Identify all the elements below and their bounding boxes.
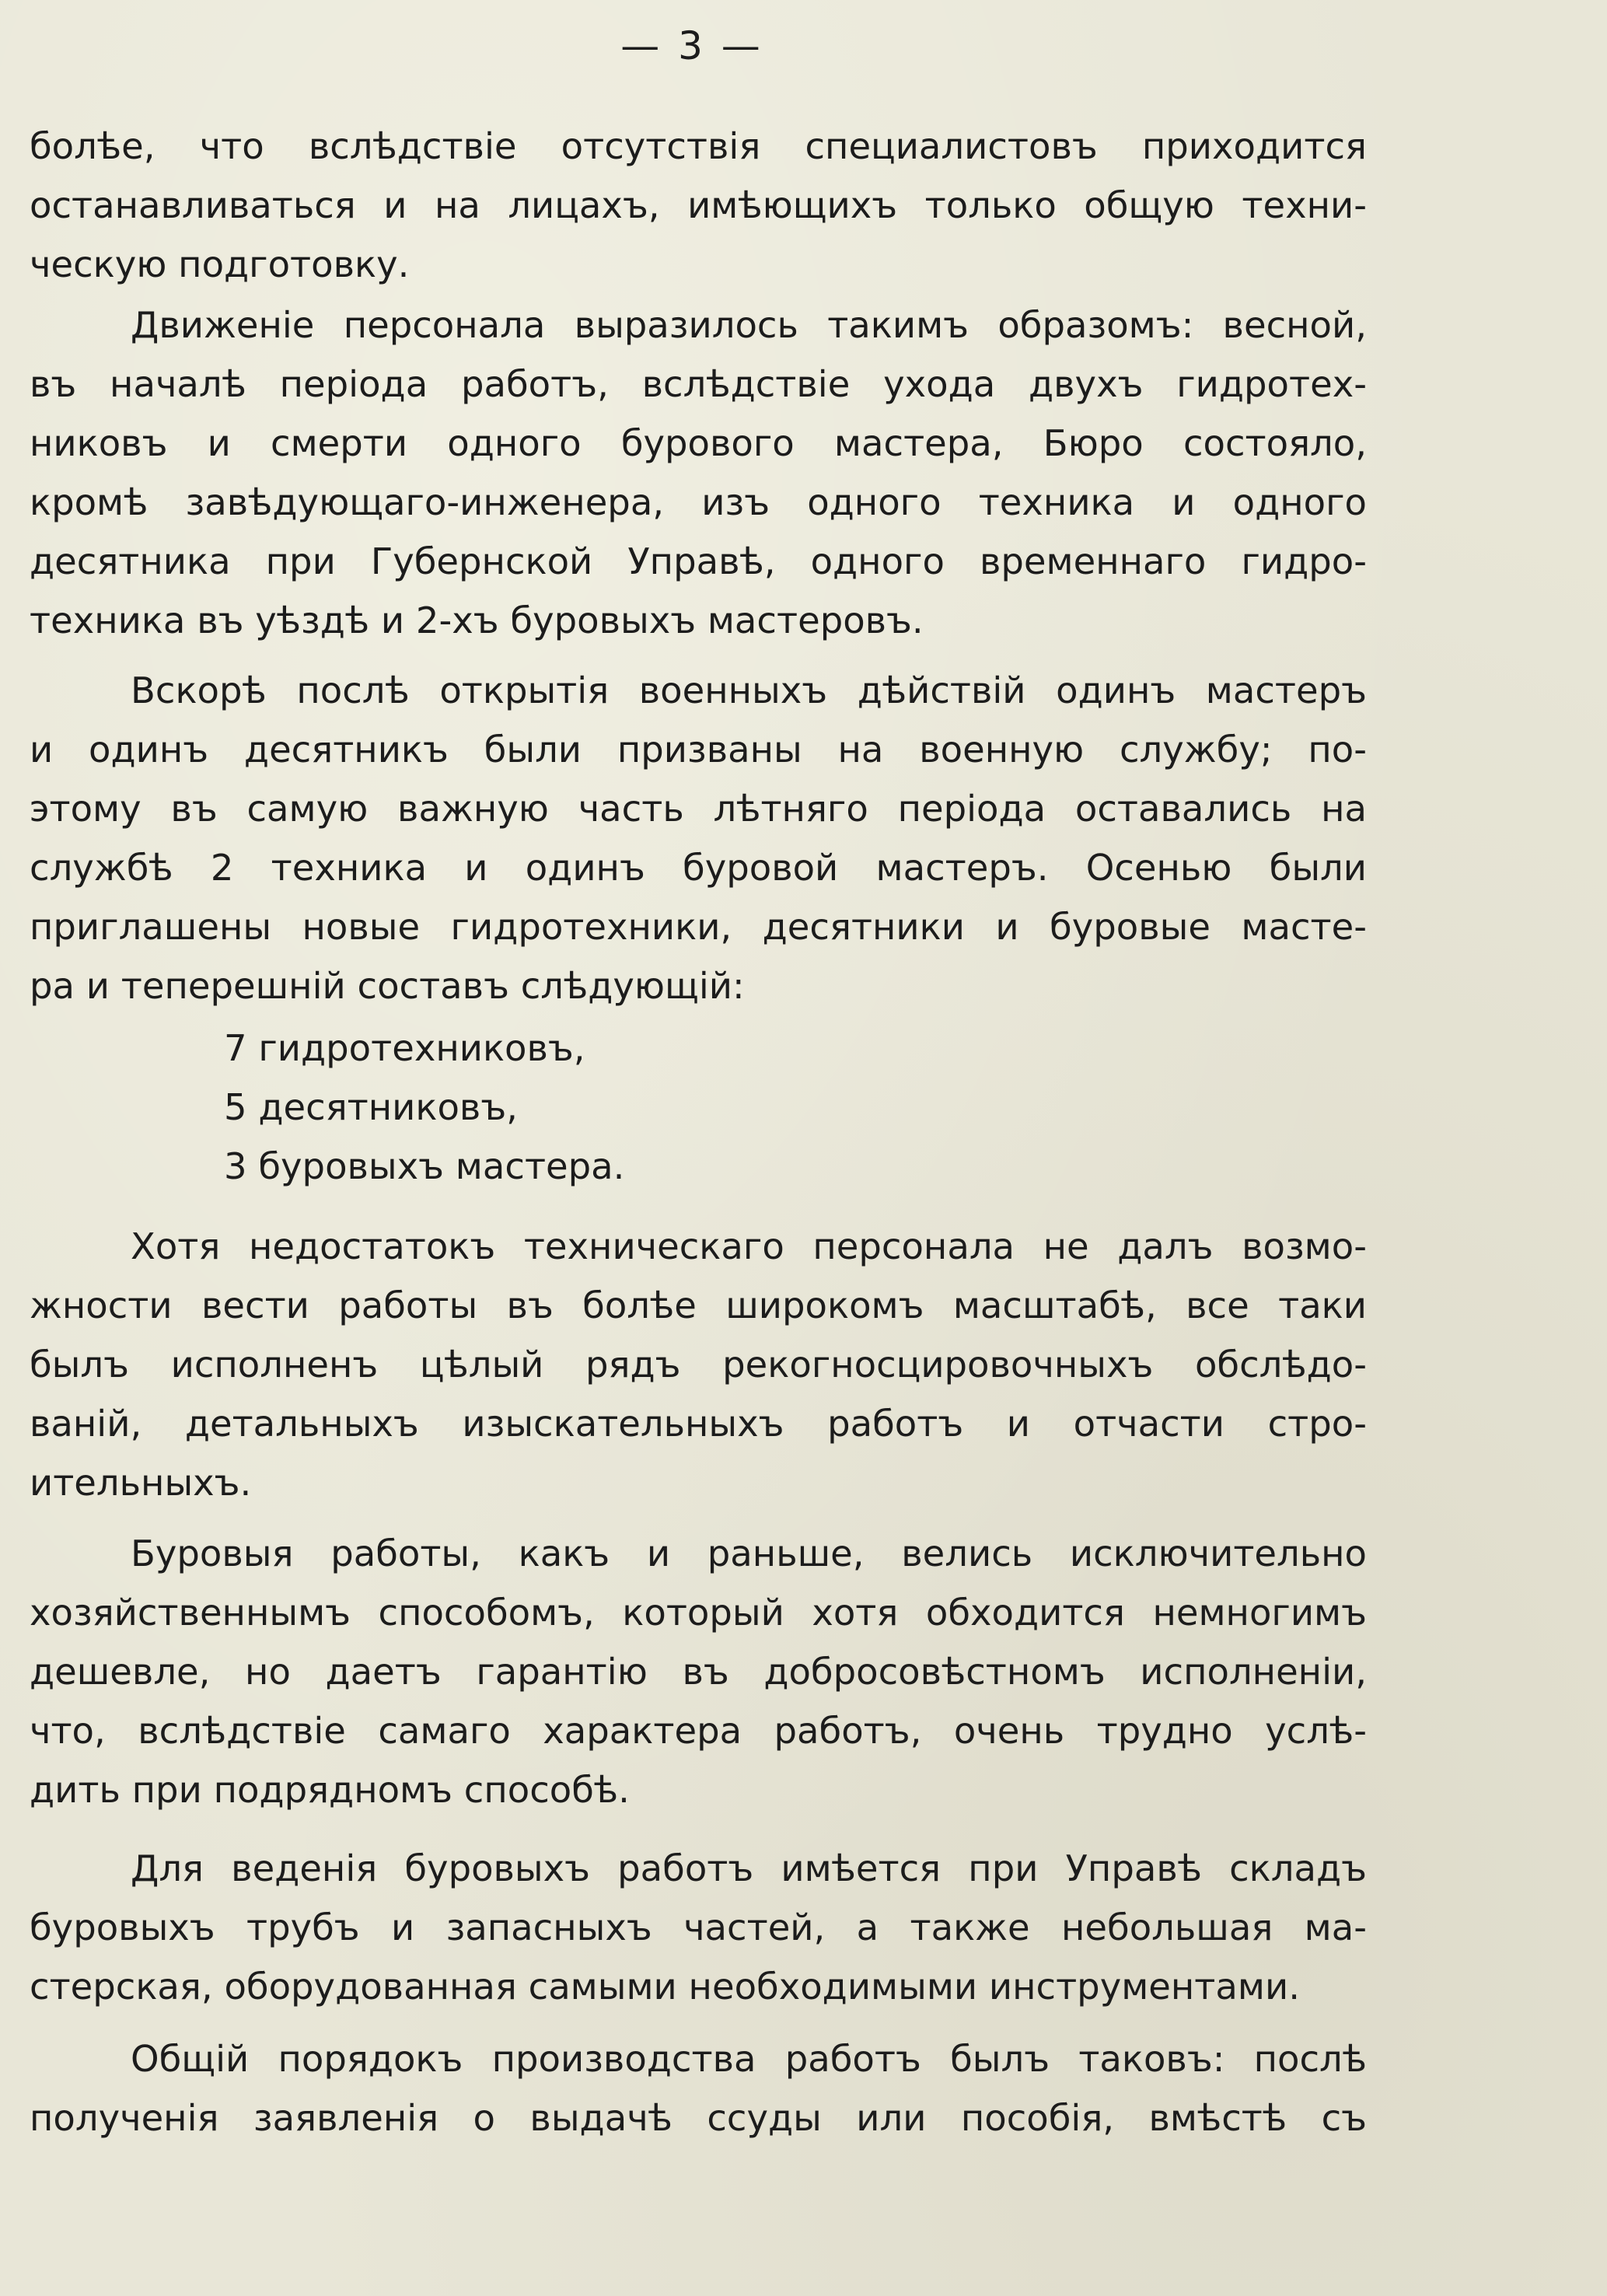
text-line: хозяйственнымъ способомъ, который хотя обходится немногимъ <box>30 1592 1367 1634</box>
text-line: стерская, оборудованная самыми необходимыми инструментами. <box>30 1966 1300 2008</box>
page-number: — 3 — <box>620 23 763 68</box>
paragraph-7 <box>30 2029 1367 2147</box>
text-line: буровыхъ трубъ и запасныхъ частей, а также небольшая ма- <box>30 1906 1367 1948</box>
text-line: дешевле, но даетъ гарантію въ добросовѣстномъ исполненіи, <box>30 1651 1367 1693</box>
text-line: этому въ самую важную часть лѣтняго періода оставались на <box>30 788 1367 830</box>
text-line: былъ исполненъ цѣлый рядъ рекогносцировочныхъ обслѣдо- <box>30 1344 1367 1386</box>
text-line: службѣ 2 техника и одинъ буровой мастеръ. Осенью были <box>30 847 1367 889</box>
text-line: никовъ и смерти одного бурового мастера, Бюро состояло, <box>30 422 1367 464</box>
text-line: дить при подрядномъ способѣ. <box>30 1769 630 1811</box>
text-line: Общій порядокъ производства работъ былъ таковъ: послѣ <box>131 2038 1367 2080</box>
list-item: 7 гидротехниковъ, <box>224 1027 585 1069</box>
text-line: въ началѣ періода работъ, вслѣдствіе ухода двухъ гидротех- <box>30 363 1367 405</box>
paragraph-6 <box>30 1839 1367 2016</box>
text-line: ческую подготовку. <box>30 243 410 285</box>
text-line: Вскорѣ послѣ открытія военныхъ дѣйствій одинъ мастеръ <box>131 669 1367 711</box>
staff-list <box>224 1019 624 1196</box>
text-line: десятника при Губернской Управѣ, одного временнаго гидро- <box>30 540 1367 582</box>
text-line: ваній, детальныхъ изыскательныхъ работъ и отчасти стро- <box>30 1403 1367 1445</box>
text-line: кромѣ завѣдующаго-инженера, изъ одного техника и одного <box>30 481 1367 523</box>
text-line: что, вслѣдствіе самаго характера работъ, очень трудно услѣ- <box>30 1710 1367 1752</box>
text-line: Буровыя работы, какъ и раньше, велись исключительно <box>131 1532 1367 1574</box>
text-line: полученія заявленія о выдачѣ ссуды или пособія, вмѣстѣ съ <box>30 2097 1367 2139</box>
list-item: 3 буровыхъ мастера. <box>224 1145 625 1187</box>
text-line: ра и теперешній составъ слѣдующій: <box>30 965 745 1007</box>
paragraph-5 <box>30 1524 1367 1819</box>
text-line: жности вести работы въ болѣе широкомъ масштабѣ, все таки <box>30 1284 1367 1326</box>
paragraph-3 <box>30 661 1367 1015</box>
text-line: Движеніе персонала выразилось такимъ образомъ: весной, <box>131 304 1367 346</box>
paragraph-4 <box>30 1217 1367 1512</box>
text-line: ительныхъ. <box>30 1462 252 1504</box>
text-line: останавливаться и на лицахъ, имѣющихъ только общую техни- <box>30 184 1367 226</box>
paragraph-2 <box>30 295 1367 650</box>
text-line: приглашены новые гидротехники, десятники и буровые масте- <box>30 906 1367 948</box>
text-line: Для веденія буровыхъ работъ имѣется при Управѣ складъ <box>131 1847 1367 1889</box>
text-line: болѣе, что вслѣдствіе отсутствія специалистовъ приходится <box>30 125 1367 167</box>
paragraph-1 <box>30 117 1367 294</box>
list-item: 5 десятниковъ, <box>224 1086 518 1128</box>
text-line: и одинъ десятникъ были призваны на военную службу; по- <box>30 729 1367 771</box>
text-line: Хотя недостатокъ техническаго персонала не далъ возмо- <box>131 1225 1367 1267</box>
text-line: техника въ уѣздѣ и 2-хъ буровыхъ мастеровъ. <box>30 599 924 641</box>
